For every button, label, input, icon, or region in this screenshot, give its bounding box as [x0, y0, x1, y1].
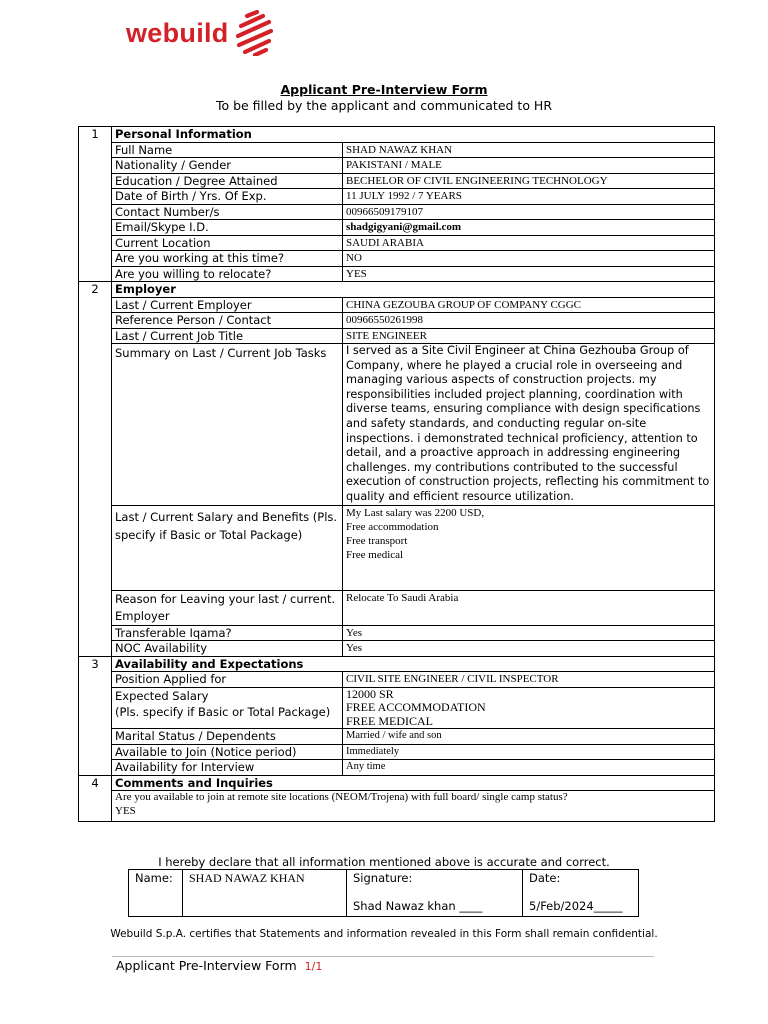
- marital-value[interactable]: Married / wife and son: [343, 729, 715, 745]
- form-subtitle: To be filled by the applicant and communicated to HR: [215, 98, 553, 113]
- field-label: Transferable Iqama?: [112, 625, 343, 641]
- declaration-statement: I hereby declare that all information mentioned above is accurate and correct.: [158, 855, 610, 869]
- date-field[interactable]: [523, 870, 639, 917]
- table-row: [79, 641, 715, 657]
- field-label: Are you working at this time?: [112, 251, 343, 267]
- working-value[interactable]: NO: [343, 251, 715, 267]
- expected-salary-line: FREE ACCOMMODATION: [346, 700, 486, 715]
- signature-field[interactable]: [347, 870, 523, 917]
- field-label: Marital Status / Dependents: [112, 729, 343, 745]
- table-row: [79, 313, 715, 329]
- join-value[interactable]: Immediately: [343, 744, 715, 760]
- position-value[interactable]: CIVIL SITE ENGINEER / CIVIL INSPECTOR: [343, 672, 715, 688]
- section-number: 1: [79, 127, 112, 143]
- location-value[interactable]: SAUDI ARABIA: [343, 235, 715, 251]
- section-comments-header: [79, 775, 715, 791]
- table-row: [79, 729, 715, 745]
- field-label: Position Applied for: [112, 672, 343, 688]
- contact-value[interactable]: 00966509179107: [343, 204, 715, 220]
- table-row: [79, 173, 715, 189]
- table-row: [79, 235, 715, 251]
- name-field[interactable]: [183, 870, 347, 917]
- relocate-value[interactable]: YES: [343, 266, 715, 282]
- field-label: (Pls. specify if Basic or Total Package): [115, 704, 331, 719]
- section-number: 4: [79, 775, 112, 791]
- field-label: Email/Skype I.D.: [112, 220, 343, 236]
- logo-text: webuild: [126, 17, 229, 48]
- section-employer-header: [79, 282, 715, 298]
- table-row: [79, 204, 715, 220]
- iqama-value[interactable]: Yes: [343, 625, 715, 641]
- interview-value[interactable]: Any time: [343, 760, 715, 776]
- table-row: [79, 625, 715, 641]
- email-value[interactable]: shadgigyani@gmail.com: [343, 220, 715, 236]
- field-label: Nationality / Gender: [112, 158, 343, 174]
- salary-line: Free accommodation: [346, 520, 439, 533]
- field-label: Contact Number/s: [112, 204, 343, 220]
- form-title: Applicant Pre-Interview Form: [280, 82, 488, 97]
- section-heading: Availability and Expectations: [112, 656, 715, 672]
- section-heading: Comments and Inquiries: [112, 775, 715, 791]
- reason-leaving-value[interactable]: Relocate To Saudi Arabia: [343, 590, 715, 625]
- table-row: [79, 672, 715, 688]
- table-row: [79, 744, 715, 760]
- section-heading: Employer: [112, 282, 715, 298]
- section-number: 3: [79, 656, 112, 672]
- field-label: Last / Current Salary and Benefits (Pls. specify if Basic or Total Package): [112, 505, 343, 590]
- field-label: Full Name: [112, 142, 343, 158]
- name-label: Name:: [129, 870, 183, 917]
- field-label: Reference Person / Contact: [112, 313, 343, 329]
- section-heading: Personal Information: [112, 127, 715, 143]
- signature-table: [128, 869, 639, 917]
- section-availability-header: [79, 656, 715, 672]
- remote-site-answer: YES: [115, 804, 136, 817]
- applicant-form-table: [78, 126, 715, 822]
- field-label: Available to Join (Notice period): [112, 744, 343, 760]
- table-row: [79, 158, 715, 174]
- field-label: Current Location: [112, 235, 343, 251]
- salary-line: My Last salary was 2200 USD,: [346, 506, 485, 519]
- expected-salary-value[interactable]: [343, 687, 715, 729]
- footer-divider: [112, 956, 654, 957]
- expected-salary-line: 12000 SR: [346, 687, 394, 701]
- table-row: [79, 760, 715, 776]
- salary-line: Free medical: [346, 548, 404, 561]
- section-personal-header: [79, 127, 715, 143]
- field-label: Availability for Interview: [112, 760, 343, 776]
- education-value[interactable]: BECHELOR OF CIVIL ENGINEERING TECHNOLOGY: [343, 173, 715, 189]
- job-title-value[interactable]: SITE ENGINEER: [343, 328, 715, 344]
- remote-site-question: Are you available to join at remote site locations (NEOM/Trojena) with full board/ single camp status?: [115, 791, 568, 804]
- signature-value: Shad Nawaz khan ____: [353, 899, 483, 913]
- table-row: [79, 344, 715, 506]
- table-row: [79, 251, 715, 267]
- table-row: [79, 328, 715, 344]
- date-value: 5/Feb/2024_____: [529, 899, 623, 913]
- salary-line: Free transport: [346, 534, 408, 547]
- table-row: [79, 189, 715, 205]
- nationality-value[interactable]: PAKISTANI / MALE: [343, 158, 715, 174]
- field-label: Last / Current Job Title: [112, 328, 343, 344]
- full-name-value[interactable]: SHAD NAWAZ KHAN: [343, 142, 715, 158]
- field-label: NOC Availability: [112, 641, 343, 657]
- field-label: Expected Salary: [115, 688, 209, 703]
- signature-label: Signature:: [353, 871, 413, 885]
- salary-benefits-value[interactable]: [343, 505, 715, 590]
- confidentiality-statement: Webuild S.p.A. certifies that Statements and information revealed in this Form shall remain confidential.: [110, 928, 658, 940]
- table-row: [79, 791, 715, 822]
- noc-value[interactable]: Yes: [343, 641, 715, 657]
- table-row: [79, 266, 715, 282]
- expected-salary-line: FREE MEDICAL: [346, 713, 433, 728]
- table-row: [79, 142, 715, 158]
- field-label: Are you willing to relocate?: [112, 266, 343, 282]
- table-row: [79, 220, 715, 236]
- date-label: Date:: [529, 871, 561, 885]
- name-value: SHAD NAWAZ KHAN: [189, 871, 305, 885]
- table-row: [79, 687, 715, 729]
- expected-salary-label: [112, 687, 343, 729]
- field-label: Date of Birth / Yrs. Of Exp.: [112, 189, 343, 205]
- table-row: [79, 590, 715, 625]
- field-label: Last / Current Employer: [112, 297, 343, 313]
- section-number: 2: [79, 282, 112, 298]
- comments-cell[interactable]: [112, 791, 715, 822]
- page-number: 1/1: [304, 960, 323, 973]
- field-label: Reason for Leaving your last / current. Employer: [112, 590, 343, 625]
- webuild-logo: [126, 10, 277, 56]
- page-footer: [116, 958, 322, 973]
- table-row: [79, 505, 715, 590]
- reference-value[interactable]: 00966550261998: [343, 313, 715, 329]
- webuild-logo-mark-icon: [233, 10, 277, 56]
- dob-value[interactable]: 11 JULY 1992 / 7 YEARS: [343, 189, 715, 205]
- field-label: Education / Degree Attained: [112, 173, 343, 189]
- employer-value[interactable]: CHINA GEZOUBA GROUP OF COMPANY CGGC: [343, 297, 715, 313]
- job-summary-value[interactable]: I served as a Site Civil Engineer at China Gezhouba Group of Company, where he played a crucial role in overseeing and managing various aspects of construction projects. my responsibilities included project planning, coordination with diverse teams, ensuring compliance with design specifications and safety standards, and conducting regular on-site inspections. i demonstrated technical proficiency, attention to detail, and a proactive approach in addressing engineering challenges. my contributions contributed to the successful execution of construction projects, reflecting his commitment to quality and efficient resource utilization.: [343, 344, 715, 506]
- footer-label: Applicant Pre-Interview Form: [116, 958, 297, 973]
- field-label: Summary on Last / Current Job Tasks: [112, 344, 343, 506]
- table-row: [79, 297, 715, 313]
